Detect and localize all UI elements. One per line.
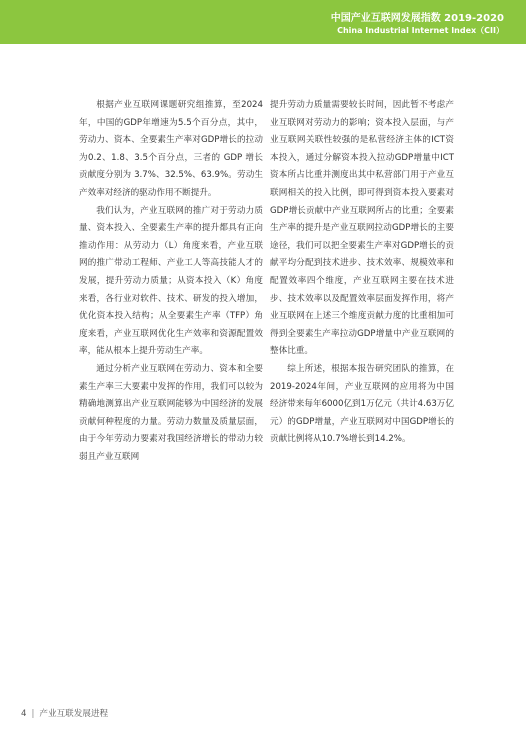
paragraph-measurement-method: 通过分析产业互联网在劳动力、资本和全要素生产率三大要素中发挥的作用，我们可以较为精确地测算出产业互联网能够为中国经济的发展贡献何种程度的力量。劳动力数量及质量层面，由于今年劳动力要素对我国经济增长的带动力较弱且产业互联网 — [79, 363, 263, 462]
paragraph-measurement-method-continued: 提升劳动力质量需要较长时间，因此暂不考虑产业互联网对劳动力的影响；资本投入层面，与产业互联网关联性较强的是私营经济主体的ICT资本投入，通过分解资本投入拉动GDP增量中ICT资本所占比重并测度出其中私营部门用于产业互联网相关的投入比例，即可得到资本投入要素对GDP增长贡献中产业互联网所占的比重；全要素生产率的提升是产业互联网拉动GDP增长的主要途径，我们可以把全要素生产率对GDP增长的贡献平均分配到技术进步、技术效率、规模效率和配置效率四个维度，产业互联网主要在技术进步、技术效率以及配置效率层面发挥作用，将产业互联网在上述三个维度贡献力度的比重相加可得到全要素生产率拉动GDP增量中产业互联网的整体比重。 — [270, 100, 454, 357]
page-footer — [21, 707, 108, 719]
page-number: 4 — [21, 709, 27, 719]
paragraph-gdp-growth: 根据产业互联网课题研究组推算，至2024年，中国的GDP年增速为5.5个百分点，其中，劳动力、资本、全要素生产率对GDP增长的拉动为0.2、1.8、3.5个百分点，三者的 GDP 增长贡献度分别为 3.7%、32.5%、63.9%。劳动生产效率对经济的驱动作用不断提升。 — [79, 100, 263, 198]
header-band — [0, 0, 526, 44]
right-text-column — [270, 97, 454, 449]
footer-separator: | — [31, 709, 35, 719]
section-title: 产业互联发展进程 — [39, 709, 109, 719]
paragraph-factor-impact: 我们认为，产业互联网的推广对于劳动力质量、资本投入、全要素生产率的提升都具有正向推动作用：从劳动力（L）角度来看，产业互联网的推广带动工程师、产业工人等高技能人才的发展，提升劳动力质量；从资本投入（K）角度来看，各行业对软件、技术、研发的投入增加，优化资本投入结构；从全要素生产率（TFP）角度来看，产业互联网优化生产效率和资源配置效率，能从根本上提升劳动生产率。 — [79, 205, 263, 357]
left-text-column — [79, 97, 263, 466]
paragraph-conclusion: 综上所述，根据本报告研究团队的推算，在2019-2024年间，产业互联网的应用将为中国经济带来每年6000亿到1万亿元（共计4.63万亿元）的GDP增量，产业互联网对中国GDP增长的贡献比例将从10.7%增长到14.2%。 — [270, 363, 454, 445]
report-title-en: China Industrial Internet Index（CII） — [337, 26, 504, 35]
report-title-cn: 中国产业互联网发展指数 2019-2020 — [330, 13, 504, 24]
